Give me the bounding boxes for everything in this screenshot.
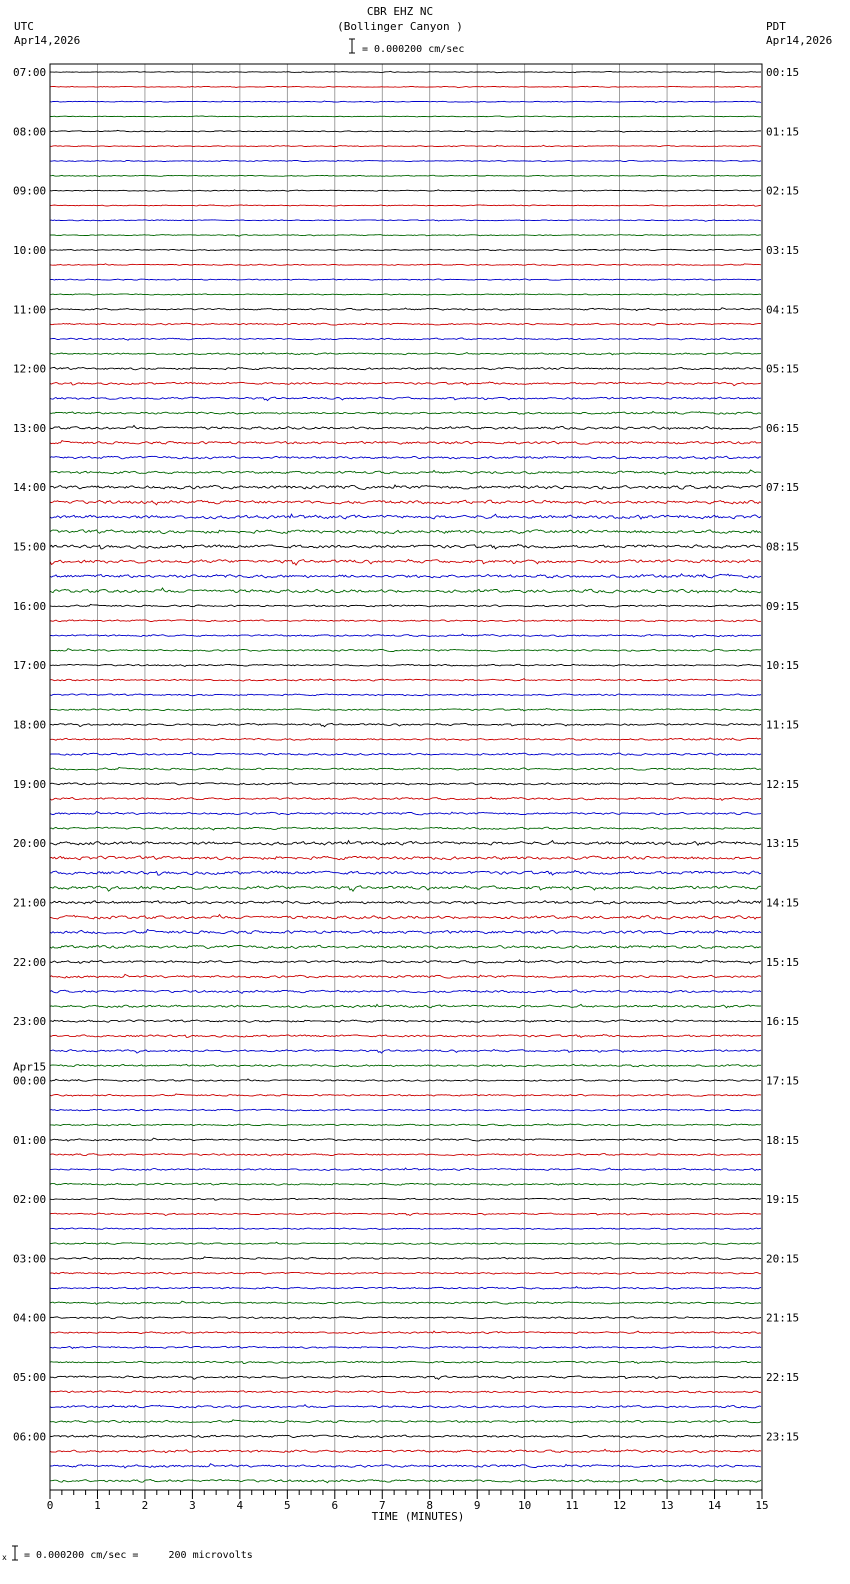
trace	[50, 426, 761, 430]
x-tick-label: 5	[284, 1499, 291, 1512]
pdt-hour-label: 02:15	[766, 184, 800, 198]
station-location: (Bollinger Canyon )	[337, 20, 463, 33]
utc-hour-label: 18:00	[13, 718, 47, 732]
trace	[50, 841, 761, 846]
minute-gridlines	[97, 64, 714, 1490]
scale-text: = 0.000200 cm/sec	[362, 44, 465, 55]
trace	[50, 175, 761, 176]
plot-frame	[50, 64, 762, 1490]
trace	[50, 530, 761, 534]
x-tick-label: 6	[331, 1499, 339, 1512]
pdt-hour-label: 13:15	[766, 837, 800, 851]
utc-hour-label: 21:00	[13, 896, 47, 910]
trace	[50, 116, 761, 117]
x-tick-label: 3	[189, 1499, 196, 1512]
utc-hour-label: 14:00	[13, 481, 47, 495]
trace	[50, 514, 761, 519]
trace	[50, 915, 761, 920]
utc-hour-label: 04:00	[13, 1311, 47, 1325]
trace	[50, 1449, 761, 1452]
pdt-hour-label: 03:15	[766, 243, 800, 257]
trace	[50, 886, 761, 892]
trace	[50, 1004, 761, 1007]
trace	[50, 1228, 761, 1230]
trace	[50, 1435, 761, 1438]
utc-hour-label: 03:00	[13, 1252, 47, 1266]
trace	[50, 945, 761, 948]
x-tick-label: 14	[707, 1499, 722, 1512]
trace	[50, 738, 761, 741]
x-tick-label: 1	[94, 1499, 101, 1512]
x-axis-title: TIME (MINUTES)	[371, 1510, 465, 1523]
trace	[50, 620, 761, 622]
trace	[50, 634, 761, 637]
x-tick-label: 9	[473, 1499, 481, 1512]
utc-hour-label: 11:00	[13, 303, 47, 317]
utc-hour-label: 23:00	[13, 1015, 47, 1029]
pdt-hour-label: 07:15	[766, 481, 800, 495]
trace	[50, 338, 761, 340]
trace	[50, 308, 761, 311]
trace	[50, 1346, 761, 1348]
x-tick-label: 0	[46, 1499, 54, 1512]
pdt-hour-label: 15:15	[766, 955, 800, 969]
trace	[50, 1420, 761, 1423]
trace	[50, 960, 761, 964]
trace	[50, 560, 761, 566]
x-tick-label: 12	[612, 1499, 627, 1512]
footer-mark: x	[2, 1553, 7, 1562]
trace	[50, 190, 761, 191]
trace	[50, 723, 761, 726]
trace	[50, 397, 761, 401]
trace	[50, 1079, 761, 1081]
trace	[50, 249, 761, 251]
trace	[50, 71, 761, 73]
x-tick-label: 7	[378, 1499, 386, 1512]
pdt-hour-label: 06:15	[766, 421, 800, 435]
utc-hour-label: 16:00	[13, 599, 47, 613]
right-date: Apr14,2026	[766, 34, 833, 47]
trace	[50, 930, 761, 934]
pdt-hour-label: 20:15	[766, 1252, 800, 1266]
left-timezone: UTC	[14, 20, 34, 33]
trace	[50, 101, 761, 103]
trace	[50, 485, 761, 489]
trace	[50, 709, 761, 711]
trace	[50, 1376, 761, 1380]
utc-hour-label: 01:00	[13, 1133, 47, 1147]
pdt-hour-label: 12:15	[766, 777, 800, 791]
trace	[50, 1242, 761, 1244]
utc-hour-label: 05:00	[13, 1371, 47, 1385]
x-tick-label: 2	[141, 1499, 149, 1512]
pdt-hour-label: 11:15	[766, 718, 800, 732]
trace	[50, 812, 761, 815]
trace	[50, 1124, 761, 1126]
trace	[50, 871, 761, 876]
x-tick-label: 4	[236, 1499, 244, 1512]
trace	[50, 694, 761, 696]
x-tick-label: 13	[660, 1499, 674, 1512]
trace	[50, 1405, 761, 1408]
utc-hour-label: 02:00	[13, 1193, 47, 1207]
trace	[50, 1020, 761, 1022]
pdt-hour-label: 05:15	[766, 362, 800, 376]
pdt-hour-label: 21:15	[766, 1311, 800, 1325]
trace	[50, 752, 761, 755]
trace	[50, 353, 761, 355]
trace	[50, 1361, 761, 1364]
utc-hour-label: 06:00	[13, 1430, 47, 1444]
utc-hour-label: 07:00	[13, 66, 47, 79]
trace	[50, 1317, 761, 1319]
utc-hour-label: 15:00	[13, 540, 47, 554]
pdt-hour-label: 04:15	[766, 303, 800, 317]
utc-hour-label: 10:00	[13, 243, 47, 257]
utc-hour-label: 08:00	[13, 125, 47, 139]
trace	[50, 827, 761, 830]
trace	[50, 990, 761, 993]
utc-hour-label: 22:00	[13, 955, 47, 969]
pdt-hour-label: 01:15	[766, 125, 800, 139]
trace	[50, 1391, 761, 1393]
utc-hour-label: 09:00	[13, 184, 47, 198]
trace	[50, 1109, 761, 1111]
trace	[50, 1464, 761, 1468]
trace	[50, 86, 761, 88]
trace	[50, 294, 761, 295]
trace	[50, 856, 761, 860]
utc-hour-label: 17:00	[13, 659, 47, 673]
trace	[50, 664, 761, 666]
x-tick-label: 10	[518, 1499, 532, 1512]
trace	[50, 1154, 761, 1156]
trace	[50, 783, 761, 785]
pdt-hour-label: 17:15	[766, 1074, 800, 1088]
utc-hour-label: 12:00	[13, 362, 47, 376]
trace	[50, 574, 761, 578]
trace	[50, 1480, 761, 1483]
pdt-hour-label: 23:15	[766, 1430, 800, 1444]
trace	[50, 604, 761, 607]
trace	[50, 588, 761, 593]
trace	[50, 382, 761, 386]
date-change-label: Apr15	[13, 1060, 47, 1074]
trace	[50, 1198, 761, 1200]
trace	[50, 1257, 761, 1260]
footer-scale-text: = 0.000200 cm/sec = 200 microvolts	[24, 1550, 253, 1561]
right-timezone: PDT	[766, 20, 786, 33]
trace	[50, 1331, 761, 1334]
pdt-hour-label: 18:15	[766, 1133, 800, 1147]
trace	[50, 1050, 761, 1054]
pdt-hour-label: 08:15	[766, 540, 800, 554]
trace	[50, 500, 761, 505]
trace	[50, 145, 761, 146]
station-title: CBR EHZ NC	[366, 5, 434, 18]
trace	[50, 1064, 761, 1066]
pdt-hour-label: 19:15	[766, 1193, 800, 1207]
trace	[50, 367, 761, 369]
utc-hour-label: 13:00	[13, 421, 47, 435]
trace	[50, 456, 761, 459]
trace	[50, 264, 761, 266]
pdt-hour-label: 10:15	[766, 659, 800, 673]
trace	[50, 412, 761, 415]
trace	[50, 1272, 761, 1274]
trace	[50, 1168, 761, 1171]
trace	[50, 797, 761, 800]
trace	[50, 160, 761, 161]
trace	[50, 649, 761, 652]
trace	[50, 470, 761, 475]
pdt-hour-label: 14:15	[766, 896, 800, 910]
trace	[50, 1183, 761, 1185]
trace	[50, 679, 761, 681]
utc-hour-label: 19:00	[13, 777, 47, 791]
x-tick-label: 15	[755, 1499, 769, 1512]
trace	[50, 441, 761, 445]
utc-hour-label: 00:00	[13, 1074, 47, 1088]
pdt-hour-label: 00:15	[766, 66, 800, 79]
trace	[50, 235, 761, 237]
trace	[50, 900, 761, 904]
trace	[50, 1287, 761, 1290]
trace	[50, 767, 761, 770]
trace	[50, 130, 761, 132]
trace	[50, 323, 761, 325]
trace	[50, 205, 761, 206]
trace	[50, 220, 761, 222]
seismic-traces	[50, 71, 761, 1483]
x-tick-label: 11	[565, 1499, 579, 1512]
left-date: Apr14,2026	[14, 34, 81, 47]
trace	[50, 974, 761, 978]
x-axis	[47, 1490, 769, 1512]
x-tick-label: 8	[426, 1499, 434, 1512]
utc-hour-label: 20:00	[13, 837, 47, 851]
trace	[50, 1035, 761, 1038]
trace	[50, 1301, 761, 1304]
pdt-hour-label: 09:15	[766, 599, 800, 613]
pdt-hour-label: 22:15	[766, 1371, 800, 1385]
trace	[50, 1213, 761, 1216]
trace	[50, 1094, 761, 1096]
trace	[50, 544, 761, 549]
trace	[50, 279, 761, 280]
pdt-hour-label: 16:15	[766, 1015, 800, 1029]
trace	[50, 1138, 761, 1141]
